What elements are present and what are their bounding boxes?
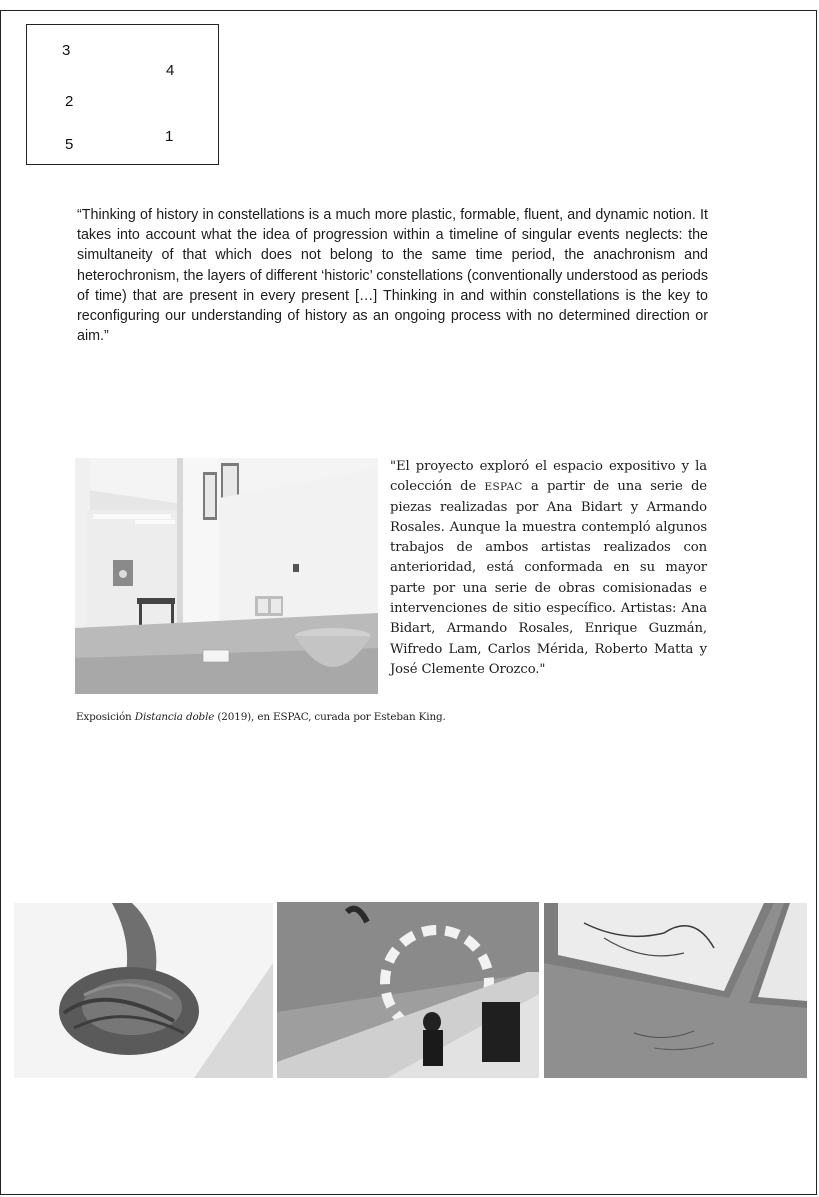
caption-suffix: (2019), en ESPAC, curada por Esteban King. [214, 711, 446, 723]
history-constellations-quote: “Thinking of history in constellations is a much more plastic, formable, fluent, and dynamic notion. It takes into account what the idea of progression within a timeline of singular events neglects: the simultaneity of that which does not belong to the same time period, the anachronism and heterochronism, the layers of different ‘historic’ constellations (conventionally understood as periods of time) that are present in every present […] Thinking in and within constellations is the key to reconfiguring our understanding of history as an ongoing process with no determined direction or aim.” [77, 207, 708, 345]
caption-prefix: Exposición [76, 711, 135, 723]
gallery-installation-photo [75, 458, 378, 694]
numbered-layout-diagram [26, 24, 219, 165]
caption-exhibition-title: Distancia doble [134, 711, 215, 723]
project-description-quote [390, 457, 707, 680]
framed-drawings-photo [544, 903, 807, 1078]
espac-acronym: ESPAC [484, 481, 523, 494]
photo-caption [76, 711, 446, 723]
diagram-number-3: 3 [62, 42, 71, 59]
diagram-number-2: 2 [65, 93, 74, 110]
project-description-part-2: a partir de una serie de piezas realizadas por Ana Bidart y Armando Rosales. Aunque la muestra contempló algunos trabajos de ambos artistas realizados con anterioridad, está conformada en su mayor parte por una serie de obras comisionadas e intervenciones de sitio específico. Artistas: Ana Bidart, Armando Rosales, Enrique Guzmán, Wifredo Lam, Carlos Mérida, Roberto Matta y José Clemente Orozco." [390, 479, 707, 677]
project-description-part-1: "El proyecto exploró el espacio expositivo y la colección de [390, 459, 707, 495]
diagram-number-1: 1 [165, 128, 174, 145]
circular-shadow-photo [277, 902, 539, 1078]
diagram-number-4: 4 [166, 62, 175, 79]
rope-knot-photo [14, 903, 273, 1078]
diagram-number-5: 5 [65, 136, 74, 153]
